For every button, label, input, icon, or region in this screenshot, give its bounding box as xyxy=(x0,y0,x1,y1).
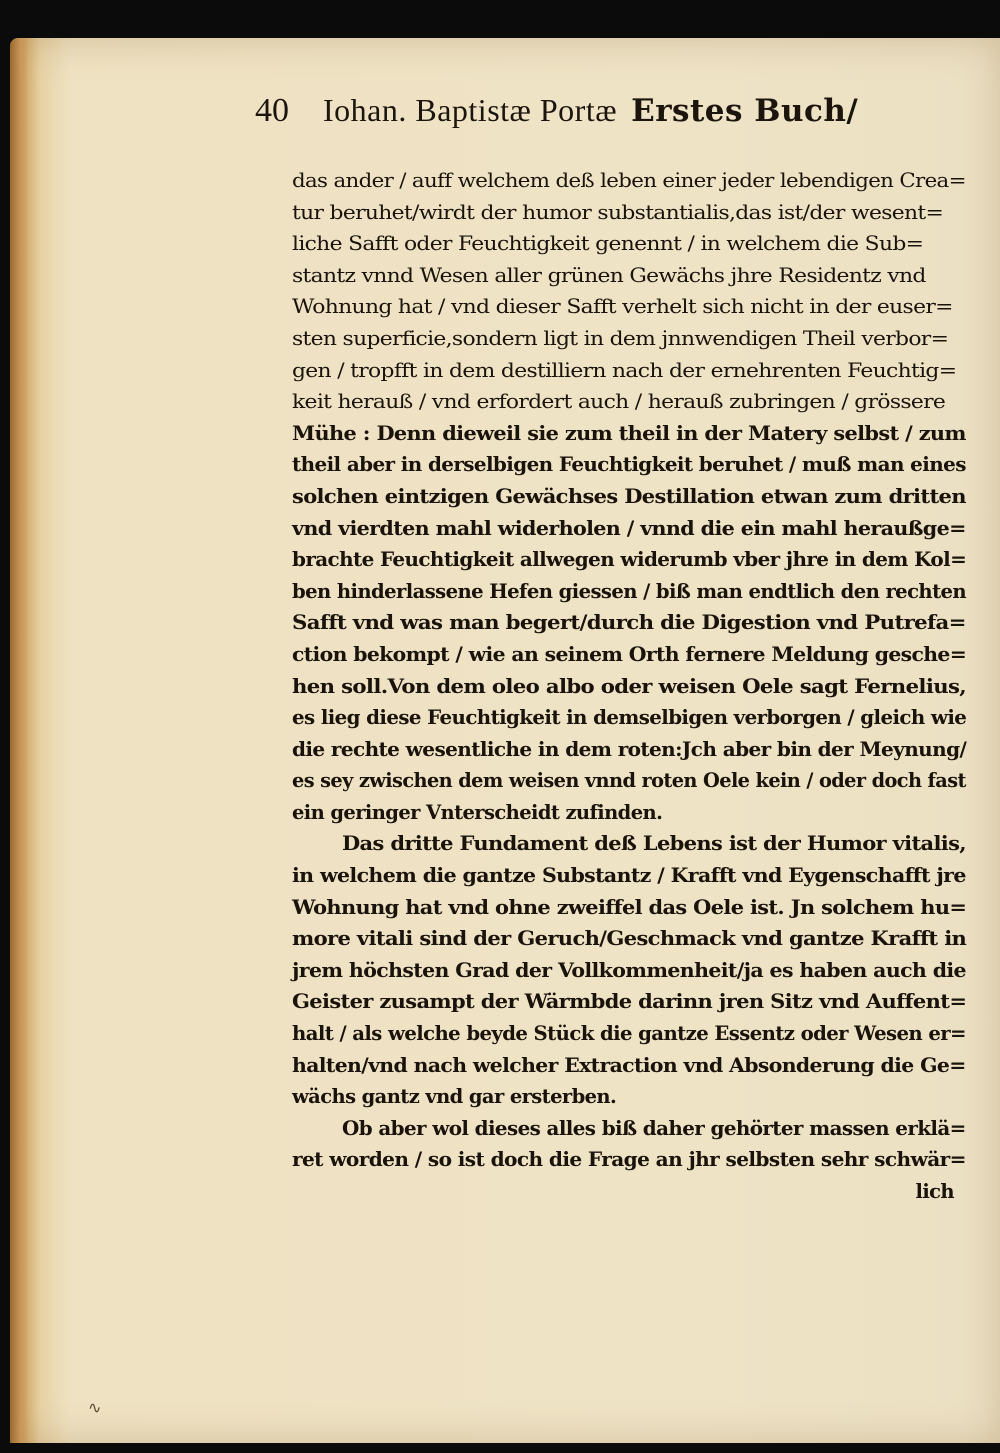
text-line: jrem höchsten Grad der Vollkommenheit/ja es haben auch die xyxy=(292,958,966,982)
text-line: keit herauß / vnd erfordert auch / herauß zubringen / grössere xyxy=(292,390,946,414)
paragraph-start-line: Ob aber wol dieses alles biß daher gehörter massen erklä= xyxy=(342,1116,966,1140)
text-line: brachte Feuchtigkeit allwegen widerumb vber jhre in dem Kol= xyxy=(292,548,967,572)
page-number: 40 xyxy=(255,92,289,129)
paragraph-start-line: Das dritte Fundament deß Lebens ist der Humor vitalis, xyxy=(342,832,966,856)
text-line: stantz vnnd Wesen aller grünen Gewächs jhre Residentz vnd xyxy=(292,263,926,287)
text-line: liche Safft oder Feuchtigkeit genennt / in welchem die Sub= xyxy=(292,232,924,256)
text-line: vnd vierdten mahl widerholen / vnnd die ein mahl heraußge= xyxy=(292,516,966,540)
catchword: lich xyxy=(915,1180,954,1203)
text-line: in welchem die gantze Substantz / Krafft vnd Eygenschafft jre xyxy=(292,864,966,888)
text-line: wächs gantz vnd gar ersterben. xyxy=(292,1085,617,1109)
text-line: Wohnung hat vnd ohne zweiffel das Oele ist. Jn solchem hu= xyxy=(292,895,967,919)
text-line: solchen eintzigen Gewächses Destillation etwan zum dritten xyxy=(292,484,966,508)
text-line: gen / tropfft in dem destilliern nach der ernehrenten Feuchtig= xyxy=(292,358,957,382)
text-line: theil aber in derselbigen Feuchtigkeit beruhet / muß man eines xyxy=(292,453,966,477)
page-gutter-edge xyxy=(10,38,28,1443)
running-title: Iohan. Baptistæ Portæ xyxy=(323,92,618,128)
text-line: ction bekompt / wie an seinem Orth fernere Meldung gesche= xyxy=(292,642,967,666)
running-book-title: Erstes Buch/ xyxy=(631,93,859,129)
text-line: die rechte wesentliche in dem roten:Jch aber bin der Meynung/ xyxy=(292,737,967,761)
text-line: ret worden / so ist doch die Frage an jhr selbsten sehr schwär= xyxy=(292,1148,966,1172)
text-line: Mühe : Denn dieweil sie zum theil in der Matery selbst / zum xyxy=(292,421,966,445)
text-line: Geister zusampt der Wärmbde darinn jren Sitz vnd Auffent= xyxy=(292,990,967,1014)
text-line: halten/vnd nach welcher Extraction vnd Absonderung die Ge= xyxy=(292,1053,966,1077)
ink-speck-mark: ∿ xyxy=(88,1398,102,1417)
body-text xyxy=(292,165,972,1208)
text-line: es lieg diese Feuchtigkeit in demselbigen verborgen / gleich wie xyxy=(292,706,967,730)
text-line: Safft vnd was man begert/durch die Digestion vnd Putrefa= xyxy=(292,611,966,635)
text-line: es sey zwischen dem weisen vnnd roten Oele kein / oder doch fast xyxy=(292,769,966,793)
text-line: Wohnung hat / vnd dieser Safft verhelt sich nicht in der euser= xyxy=(292,295,953,319)
text-line: hen soll.Von dem oleo albo oder weisen Oele sagt Fernelius, xyxy=(292,674,967,698)
text-line: das ander / auff welchem deß leben einer jeder lebendigen Crea= xyxy=(292,169,966,192)
text-line: ein geringer Vnterscheidt zufinden. xyxy=(292,800,663,824)
text-line: sten superficie,sondern ligt in dem jnnwendigen Theil verbor= xyxy=(292,326,949,350)
text-line: tur beruhet/wirdt der humor substantialis,das ist/der wesent= xyxy=(292,200,944,224)
text-line: ben hinderlassene Hefen giessen / biß man endtlich den rechten xyxy=(292,579,967,603)
text-line: halt / als welche beyde Stück die gantze Essentz oder Wesen er= xyxy=(292,1022,966,1046)
text-line: more vitali sind der Geruch/Geschmack vnd gantze Krafft in xyxy=(292,927,967,951)
running-header xyxy=(255,92,955,148)
